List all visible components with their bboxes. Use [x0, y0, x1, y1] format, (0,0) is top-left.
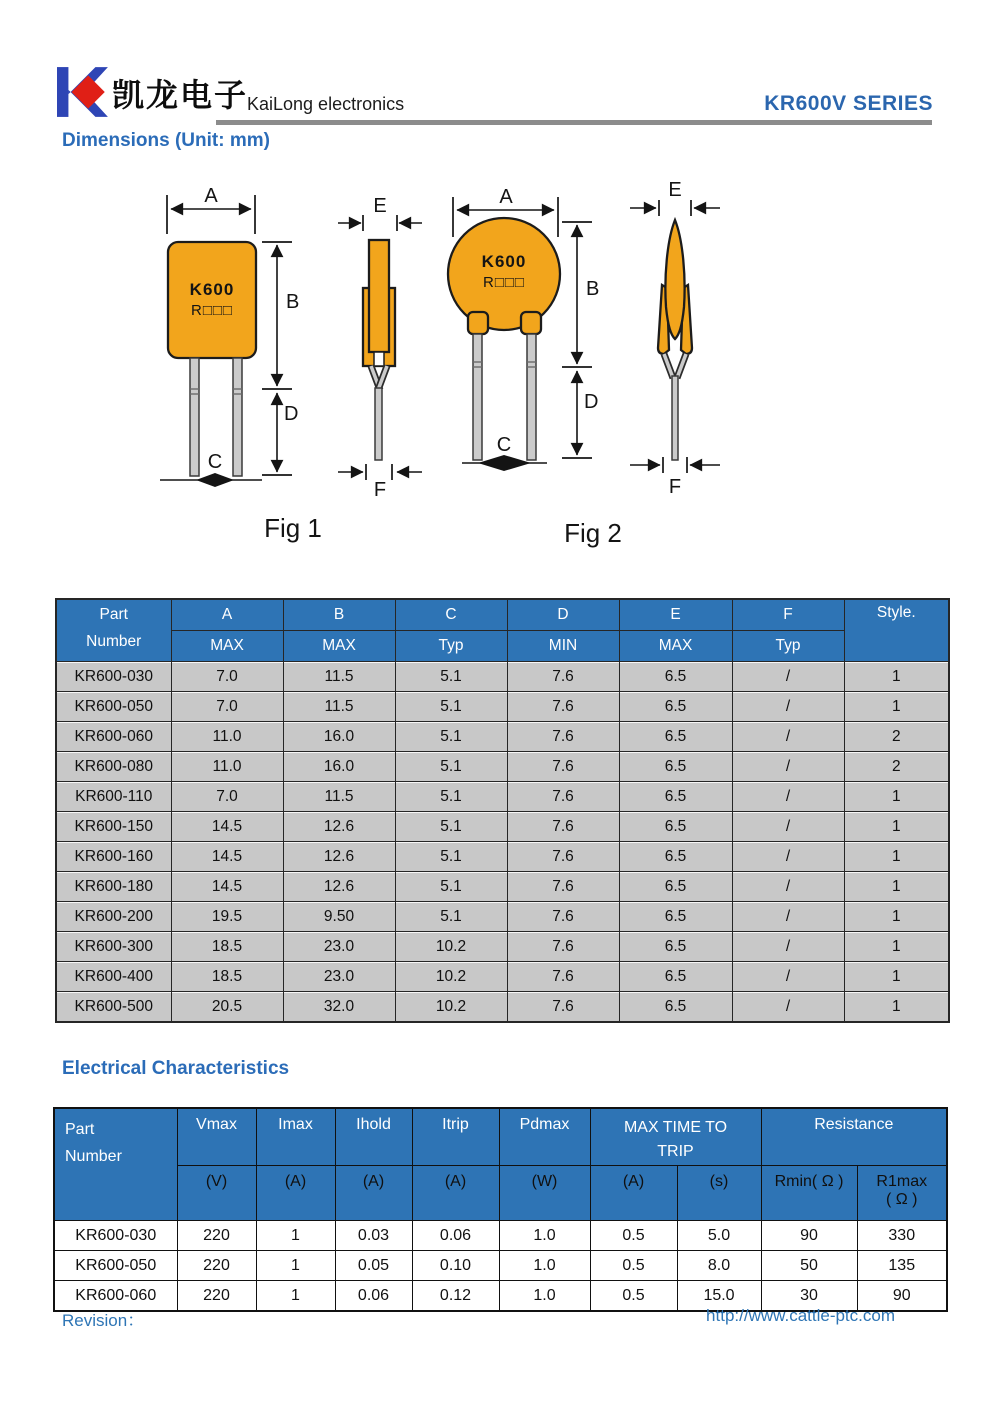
dim-label-c: C: [496, 434, 512, 456]
column-header-d: D: [507, 599, 619, 631]
column-header-e: E: [619, 599, 732, 631]
value-cell: 32.0: [283, 992, 395, 1023]
value-cell: 330: [857, 1221, 947, 1251]
value-cell: 12.6: [283, 842, 395, 872]
column-header-itrip: Itrip: [412, 1108, 499, 1166]
part-number-cell: KR600-400: [56, 962, 171, 992]
value-cell: 0.05: [335, 1251, 412, 1281]
table-row: [56, 872, 949, 902]
value-cell: 16.0: [283, 722, 395, 752]
value-cell: 5.1: [395, 782, 507, 812]
part-number-cell: KR600-050: [54, 1251, 177, 1281]
column-header-c: C: [395, 599, 507, 631]
part-header-line1: Part: [65, 1121, 95, 1138]
value-cell: 6.5: [619, 722, 732, 752]
value-cell: 15.0: [677, 1281, 761, 1312]
table-row: [56, 962, 949, 992]
dimension-figures: [50, 162, 960, 574]
value-cell: 1: [844, 872, 949, 902]
value-cell: 0.06: [412, 1221, 499, 1251]
value-cell: 1: [256, 1221, 335, 1251]
value-cell: 220: [177, 1281, 256, 1312]
ptc-body-rect: [168, 242, 256, 358]
header-divider: [216, 120, 932, 125]
value-cell: 19.5: [171, 902, 283, 932]
subheader-c: Typ: [395, 631, 507, 662]
body-marking-2: R□□□: [190, 302, 234, 319]
value-cell: 6.5: [619, 782, 732, 812]
value-cell: 11.0: [171, 752, 283, 782]
logo-k-icon: [57, 66, 111, 118]
value-cell: 1: [844, 842, 949, 872]
table-row: [56, 692, 949, 722]
column-header-max-time-to-trip: [590, 1108, 761, 1166]
value-cell: 6.5: [619, 812, 732, 842]
value-cell: 10.2: [395, 932, 507, 962]
column-header-pdmax: Pdmax: [499, 1108, 590, 1166]
column-header-ihold: Ihold: [335, 1108, 412, 1166]
brand-name-english: KaiLong electronics: [247, 94, 405, 114]
value-cell: 20.5: [171, 992, 283, 1023]
value-cell: 6.5: [619, 962, 732, 992]
table-row: [54, 1221, 947, 1251]
part-number-cell: KR600-200: [56, 902, 171, 932]
value-cell: 0.5: [590, 1251, 677, 1281]
value-cell: 1.0: [499, 1221, 590, 1251]
value-cell: 7.6: [507, 722, 619, 752]
value-cell: 7.6: [507, 992, 619, 1023]
part-number-cell: KR600-300: [56, 932, 171, 962]
value-cell: 6.5: [619, 872, 732, 902]
fig1-caption: Fig 1: [264, 513, 322, 543]
table-row: [56, 722, 949, 752]
part-number-cell: KR600-500: [56, 992, 171, 1023]
subheader-b: MAX: [283, 631, 395, 662]
trip-header-line2: TRIP: [657, 1143, 694, 1160]
value-cell: /: [732, 722, 844, 752]
value-cell: 7.6: [507, 872, 619, 902]
value-cell: 7.6: [507, 782, 619, 812]
lead-right: [527, 334, 536, 460]
value-cell: 1.0: [499, 1281, 590, 1312]
table-row: [56, 992, 949, 1023]
series-title: KR600V SERIES: [764, 92, 933, 115]
value-cell: 6.5: [619, 932, 732, 962]
value-cell: 5.0: [677, 1221, 761, 1251]
fig2-side-view: [630, 179, 720, 498]
value-cell: 7.0: [171, 782, 283, 812]
value-cell: 10.2: [395, 962, 507, 992]
value-cell: 0.12: [412, 1281, 499, 1312]
value-cell: 18.5: [171, 962, 283, 992]
value-cell: 5.1: [395, 722, 507, 752]
dim-label-b: B: [286, 291, 300, 313]
value-cell: 14.5: [171, 812, 283, 842]
lead-side: [375, 388, 382, 460]
value-cell: 0.5: [590, 1281, 677, 1312]
value-cell: 0.06: [335, 1281, 412, 1312]
value-cell: 23.0: [283, 932, 395, 962]
value-cell: 5.1: [395, 692, 507, 722]
column-header-part-number: [54, 1108, 177, 1221]
subheader-a: MAX: [171, 631, 283, 662]
table-row: [56, 842, 949, 872]
dim-label-f: F: [373, 479, 387, 501]
value-cell: /: [732, 692, 844, 722]
electrical-table: [53, 1107, 948, 1312]
value-cell: 1: [256, 1251, 335, 1281]
value-cell: 12.6: [283, 872, 395, 902]
value-cell: 11.5: [283, 662, 395, 692]
value-cell: /: [732, 842, 844, 872]
value-cell: 220: [177, 1251, 256, 1281]
value-cell: 90: [761, 1221, 857, 1251]
table-row: [56, 662, 949, 692]
dim-label-b: B: [586, 278, 600, 300]
value-cell: 5.1: [395, 842, 507, 872]
value-cell: 135: [857, 1251, 947, 1281]
subheader-f: Typ: [732, 631, 844, 662]
table-row: [56, 752, 949, 782]
column-header-b: B: [283, 599, 395, 631]
r1max-line1: R1max: [876, 1173, 928, 1190]
body-marking-1: K600: [189, 280, 235, 299]
value-cell: /: [732, 752, 844, 782]
part-header-line2: Number: [65, 1148, 122, 1165]
subheader-e: MAX: [619, 631, 732, 662]
column-header-resistance: Resistance: [761, 1108, 947, 1166]
value-cell: 7.0: [171, 692, 283, 722]
dim-label-d: D: [284, 403, 299, 425]
value-cell: 2: [844, 752, 949, 782]
lead-left: [473, 334, 482, 460]
value-cell: 5.1: [395, 752, 507, 782]
value-cell: 7.6: [507, 812, 619, 842]
part-number-cell: KR600-160: [56, 842, 171, 872]
subheader-d: MIN: [507, 631, 619, 662]
column-header-vmax: Vmax: [177, 1108, 256, 1166]
value-cell: 14.5: [171, 842, 283, 872]
dimensions-section-title: Dimensions (Unit: mm): [62, 130, 270, 151]
part-number-cell: KR600-030: [56, 662, 171, 692]
value-cell: 5.1: [395, 662, 507, 692]
part-number-cell: KR600-180: [56, 872, 171, 902]
value-cell: 6.5: [619, 902, 732, 932]
electrical-section-title: Electrical Characteristics: [62, 1058, 290, 1079]
part-number-cell: KR600-050: [56, 692, 171, 722]
dim-label-c: C: [207, 451, 223, 473]
fig1-front-view: [160, 185, 299, 487]
value-cell: 1: [844, 992, 949, 1023]
value-cell: 90: [857, 1281, 947, 1312]
dim-label-e: E: [373, 195, 387, 217]
column-header-part-number: [56, 599, 171, 662]
dim-label-d: D: [584, 391, 599, 413]
value-cell: 6.5: [619, 662, 732, 692]
value-cell: 1: [256, 1281, 335, 1312]
table-row: [56, 782, 949, 812]
value-cell: 16.0: [283, 752, 395, 782]
column-header-f: F: [732, 599, 844, 631]
value-cell: 1: [844, 962, 949, 992]
value-cell: 11.5: [283, 692, 395, 722]
dim-label-e: E: [668, 179, 682, 201]
trip-header-line1: MAX TIME TO: [623, 1119, 728, 1136]
part-number-cell: KR600-030: [54, 1221, 177, 1251]
website-link[interactable]: http://www.cattle-ptc.com: [706, 1306, 895, 1325]
lead-right: [233, 358, 242, 476]
value-cell: /: [732, 662, 844, 692]
column-header-imax: Imax: [256, 1108, 335, 1166]
value-cell: /: [732, 932, 844, 962]
value-cell: 1: [844, 692, 949, 722]
value-cell: 23.0: [283, 962, 395, 992]
value-cell: 1: [844, 662, 949, 692]
value-cell: 12.6: [283, 812, 395, 842]
value-cell: 1: [844, 782, 949, 812]
part-number-cell: KR600-150: [56, 812, 171, 842]
value-cell: /: [732, 962, 844, 992]
unit-trip-current: (A): [590, 1166, 677, 1221]
value-cell: 6.5: [619, 842, 732, 872]
value-cell: 7.0: [171, 662, 283, 692]
value-cell: 220: [177, 1221, 256, 1251]
lead-side: [672, 376, 678, 460]
dim-label-a: A: [499, 186, 513, 208]
value-cell: 11.5: [283, 782, 395, 812]
value-cell: 7.6: [507, 662, 619, 692]
value-cell: 5.1: [395, 812, 507, 842]
revision-label: Revision：: [62, 1311, 145, 1330]
value-cell: 8.0: [677, 1251, 761, 1281]
table-row: [54, 1251, 947, 1281]
part-header-line2: Number: [86, 633, 142, 650]
unit-ihold: (A): [335, 1166, 412, 1221]
table-row: [56, 812, 949, 842]
unit-imax: (A): [256, 1166, 335, 1221]
fig2-caption: Fig 2: [564, 518, 622, 548]
part-header-line1: Part: [99, 606, 128, 623]
value-cell: 7.6: [507, 962, 619, 992]
dim-label-f: F: [668, 476, 682, 498]
value-cell: 0.10: [412, 1251, 499, 1281]
value-cell: /: [732, 902, 844, 932]
value-cell: 5.1: [395, 902, 507, 932]
value-cell: 6.5: [619, 692, 732, 722]
value-cell: 7.6: [507, 902, 619, 932]
value-cell: 6.5: [619, 992, 732, 1023]
value-cell: 2: [844, 722, 949, 752]
r1max-line2: ( Ω ): [886, 1191, 918, 1208]
unit-r1max: [857, 1166, 947, 1221]
part-number-cell: KR600-060: [54, 1281, 177, 1312]
value-cell: /: [732, 812, 844, 842]
value-cell: 7.6: [507, 932, 619, 962]
lead-left: [190, 358, 199, 476]
body-marking-1: K600: [481, 252, 527, 271]
fig1-side-view: [338, 195, 422, 501]
column-header-a: A: [171, 599, 283, 631]
value-cell: 11.0: [171, 722, 283, 752]
value-cell: 0.5: [590, 1221, 677, 1251]
unit-itrip: (A): [412, 1166, 499, 1221]
value-cell: 30: [761, 1281, 857, 1312]
unit-pdmax: (W): [499, 1166, 590, 1221]
brand-name-chinese: 凯龙电子: [112, 77, 249, 113]
value-cell: 7.6: [507, 842, 619, 872]
body-marking-2: R□□□: [482, 274, 526, 291]
value-cell: 1: [844, 932, 949, 962]
value-cell: 7.6: [507, 692, 619, 722]
value-cell: 6.5: [619, 752, 732, 782]
unit-rmin: Rmin( Ω ): [761, 1166, 857, 1221]
value-cell: 1.0: [499, 1251, 590, 1281]
value-cell: /: [732, 872, 844, 902]
dimensions-table: [55, 598, 950, 1023]
table-row: [56, 902, 949, 932]
unit-vmax: (V): [177, 1166, 256, 1221]
value-cell: 10.2: [395, 992, 507, 1023]
fig2-front-view: [448, 186, 599, 471]
part-number-cell: KR600-080: [56, 752, 171, 782]
value-cell: 9.50: [283, 902, 395, 932]
value-cell: 5.1: [395, 872, 507, 902]
value-cell: 1: [844, 812, 949, 842]
column-header-style: Style.: [844, 599, 949, 662]
value-cell: 18.5: [171, 932, 283, 962]
value-cell: 14.5: [171, 872, 283, 902]
table-row: [56, 932, 949, 962]
dim-label-a: A: [204, 185, 218, 207]
value-cell: 50: [761, 1251, 857, 1281]
part-number-cell: KR600-110: [56, 782, 171, 812]
value-cell: 7.6: [507, 752, 619, 782]
value-cell: 0.03: [335, 1221, 412, 1251]
value-cell: /: [732, 782, 844, 812]
value-cell: 1: [844, 902, 949, 932]
value-cell: /: [732, 992, 844, 1023]
unit-trip-seconds: (s): [677, 1166, 761, 1221]
part-number-cell: KR600-060: [56, 722, 171, 752]
